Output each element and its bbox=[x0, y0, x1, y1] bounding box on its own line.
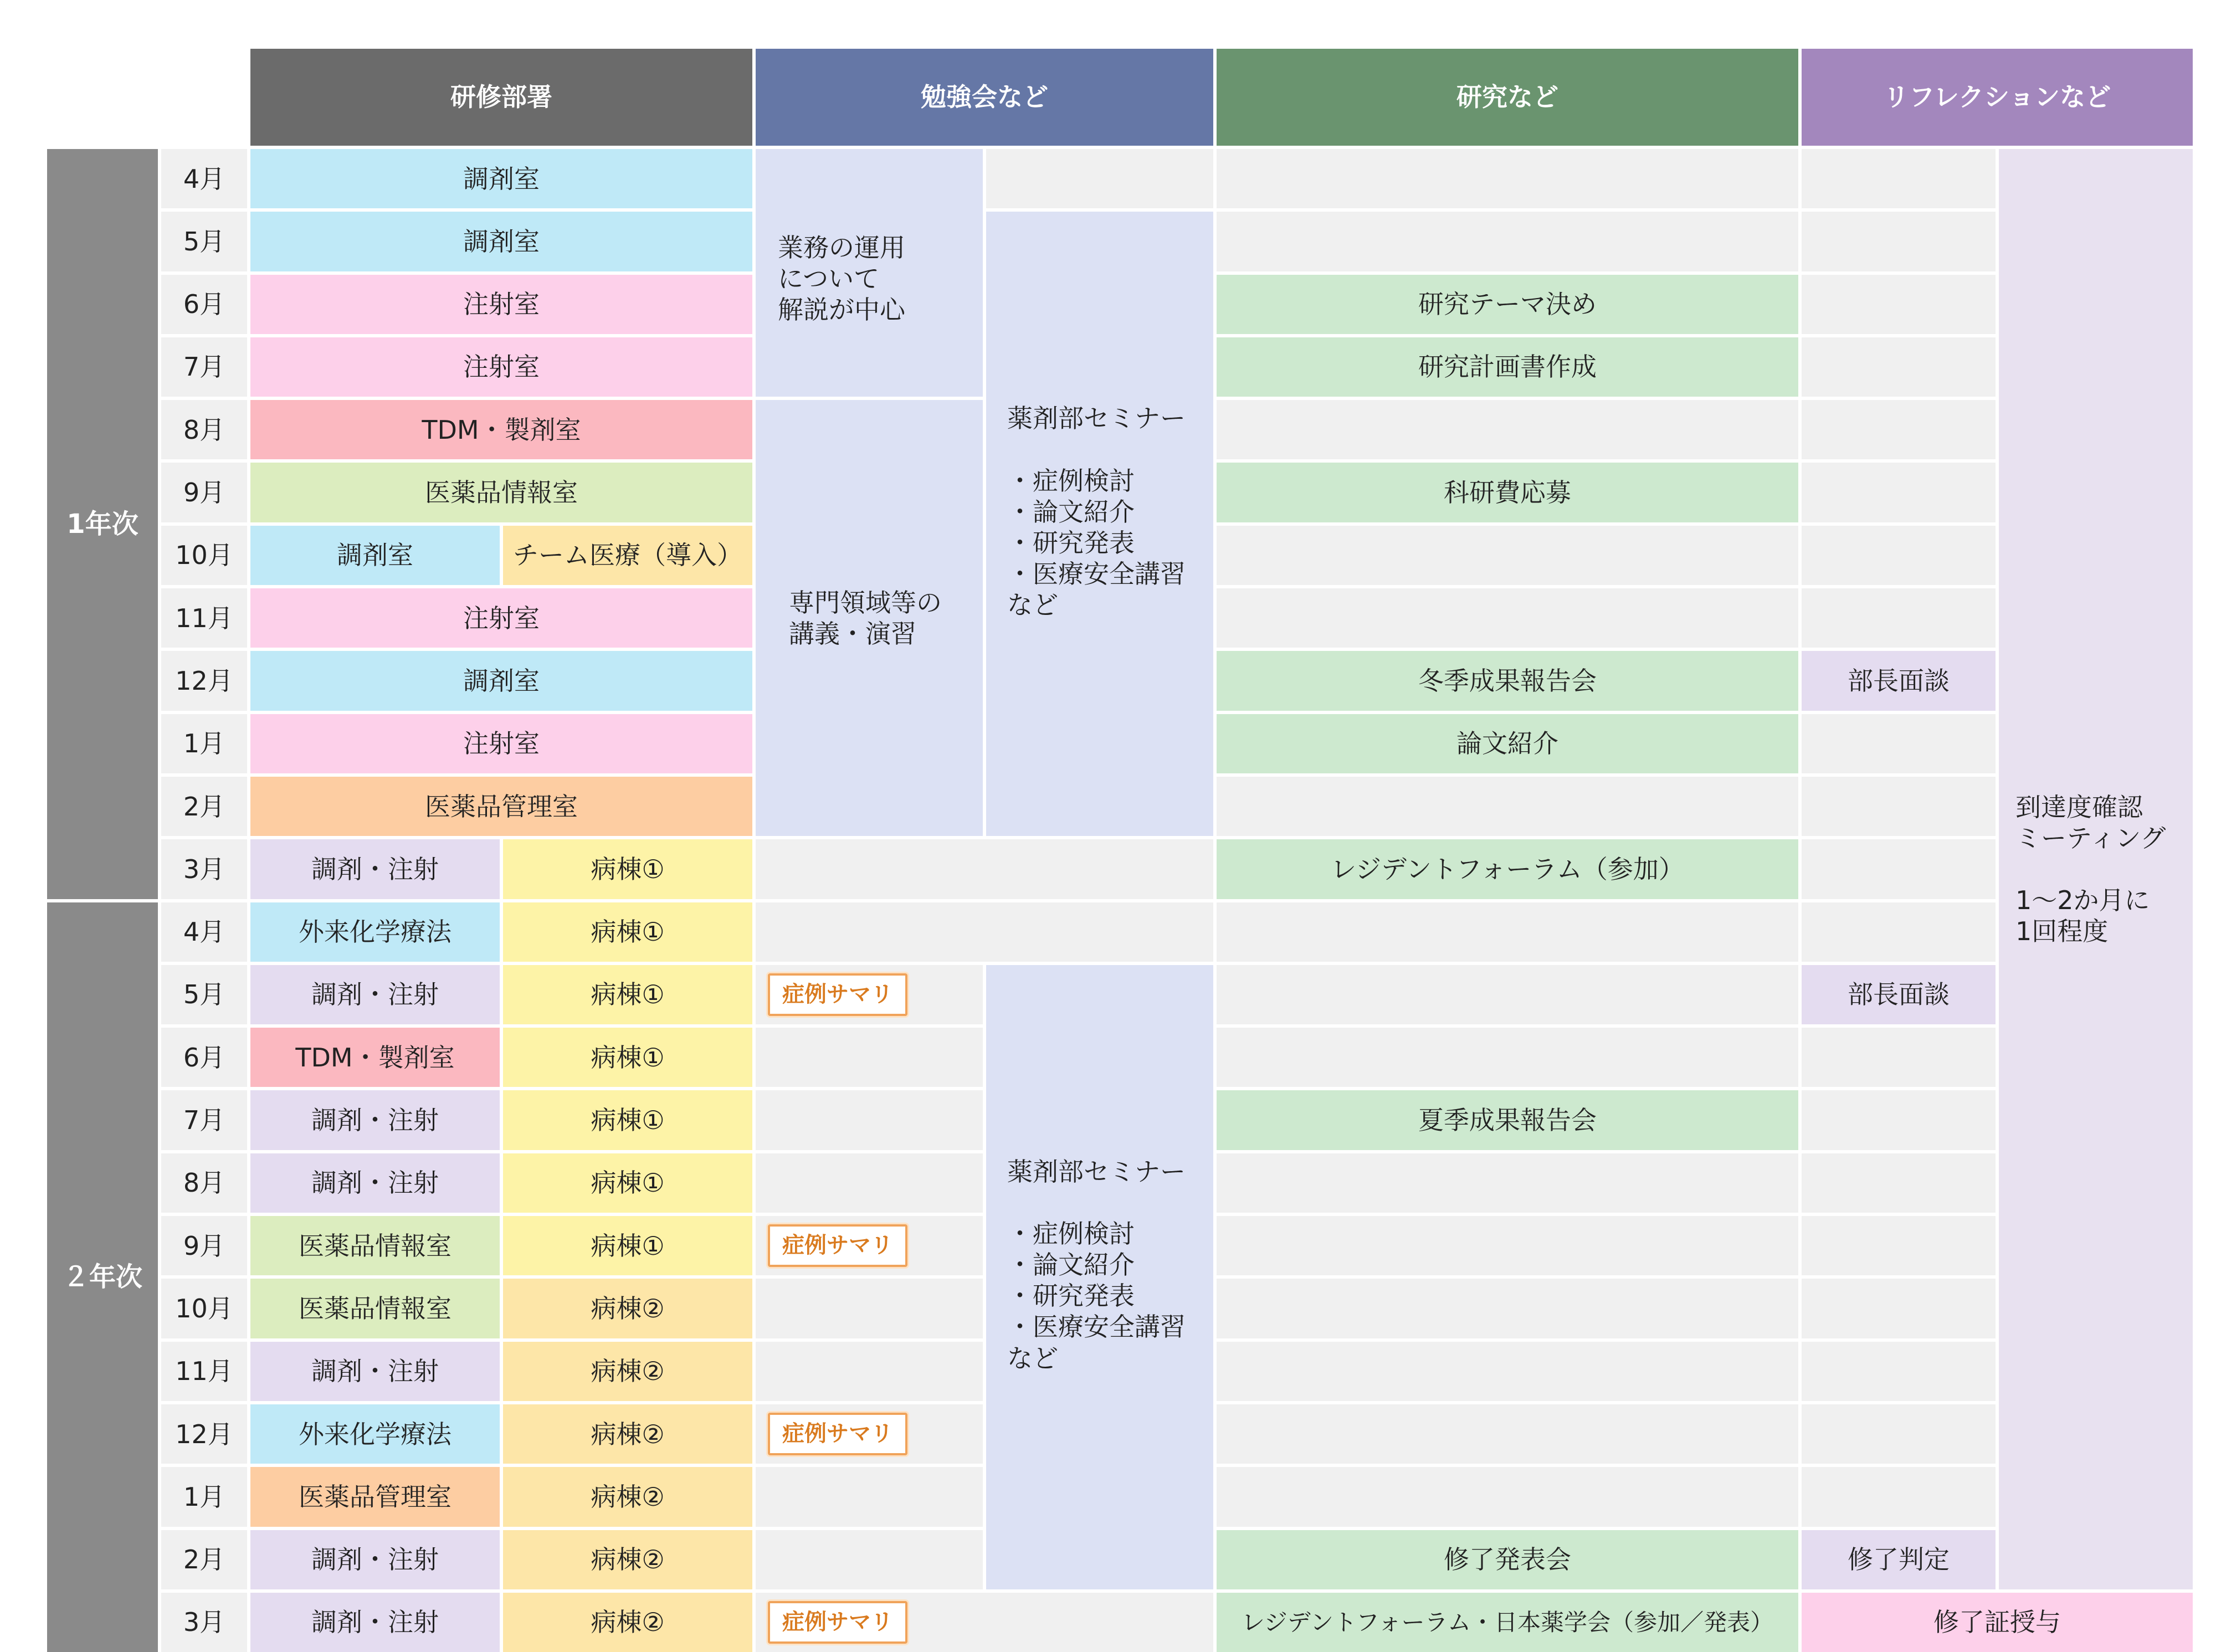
study-operations: 業務の運用 について 解説が中心 bbox=[756, 149, 983, 397]
ward-cell: 病棟① bbox=[503, 1028, 752, 1087]
ward-cell: 病棟① bbox=[503, 1216, 752, 1275]
month-label: 1月 bbox=[161, 714, 247, 773]
dept-cell: 調剤・注射 bbox=[250, 839, 500, 899]
reflection-cell: 部長面談 bbox=[1802, 965, 1996, 1024]
empty-cell bbox=[1217, 1279, 1798, 1338]
month-label: 8月 bbox=[161, 400, 247, 459]
ward-cell: 病棟② bbox=[503, 1279, 752, 1338]
research-cell: 夏季成果報告会 bbox=[1217, 1090, 1798, 1150]
empty-cell bbox=[1802, 1090, 1996, 1150]
empty-cell bbox=[1802, 1028, 1996, 1087]
empty-cell bbox=[1802, 1467, 1996, 1526]
dept-cell: 医薬品管理室 bbox=[250, 777, 752, 836]
achievement-meeting: 到達度確認 ミーティング 1〜2か月に 1回程度 bbox=[1999, 149, 2193, 1589]
research-cell: 科研費応募 bbox=[1217, 463, 1798, 522]
month-label: 7月 bbox=[161, 337, 247, 397]
month-label: 3月 bbox=[161, 839, 247, 899]
dept-cell: 調剤室 bbox=[250, 651, 752, 710]
month-label: 10月 bbox=[161, 1279, 247, 1338]
month-label: 9月 bbox=[161, 1216, 247, 1275]
dept-cell: 調剤室 bbox=[250, 212, 752, 271]
dept-cell: 調剤室 bbox=[250, 149, 752, 208]
empty-cell bbox=[1217, 149, 1798, 208]
month-label: 2月 bbox=[161, 777, 247, 836]
dept-cell: TDM・製剤室 bbox=[250, 1028, 500, 1087]
case-summary-badge: 症例サマリ bbox=[768, 1224, 907, 1267]
dept-cell: 医薬品情報室 bbox=[250, 463, 752, 522]
research-cell: 冬季成果報告会 bbox=[1217, 651, 1798, 710]
empty-cell bbox=[1802, 526, 1996, 585]
dept-cell: 調剤・注射 bbox=[250, 1090, 500, 1150]
empty-cell bbox=[1217, 1467, 1798, 1526]
dept-cell: 調剤・注射 bbox=[250, 965, 500, 1024]
dept-cell: TDM・製剤室 bbox=[250, 400, 752, 459]
reflection-cell: 部長面談 bbox=[1802, 651, 1996, 710]
research-cell: 修了発表会 bbox=[1217, 1530, 1798, 1589]
month-label: 4月 bbox=[161, 902, 247, 962]
header-research: 研究など bbox=[1217, 49, 1798, 146]
research-cell: 研究テーマ決め bbox=[1217, 275, 1798, 334]
empty-cell bbox=[756, 1090, 983, 1150]
month-label: 11月 bbox=[161, 588, 247, 648]
month-label: 7月 bbox=[161, 1090, 247, 1150]
year-1-label: 1年次 bbox=[47, 149, 158, 899]
empty-cell bbox=[756, 1342, 983, 1401]
dept-cell: 注射室 bbox=[250, 588, 752, 648]
dept-cell: 医薬品管理室 bbox=[250, 1467, 500, 1526]
empty-cell bbox=[986, 149, 1213, 208]
study-seminar-year2: 薬剤部セミナー ・症例検討 ・論文紹介 ・研究発表 ・医療安全講習 など bbox=[986, 965, 1213, 1589]
header-dept: 研修部署 bbox=[250, 49, 752, 146]
empty-cell bbox=[1217, 1028, 1798, 1087]
ward-cell: 病棟① bbox=[503, 902, 752, 962]
study-specialty: 専門領域等の 講義・演習 bbox=[756, 400, 983, 836]
empty-cell bbox=[1217, 1216, 1798, 1275]
dept-cell: 調剤・注射 bbox=[250, 1593, 500, 1652]
empty-cell bbox=[756, 1467, 983, 1526]
ward-cell: 病棟① bbox=[503, 1153, 752, 1213]
dept-cell: 注射室 bbox=[250, 337, 752, 397]
ward-cell: 病棟① bbox=[503, 839, 752, 899]
dept-cell: 外来化学療法 bbox=[250, 902, 500, 962]
empty-cell bbox=[1802, 1279, 1996, 1338]
empty-cell bbox=[1217, 965, 1798, 1024]
ward-cell: 病棟② bbox=[503, 1467, 752, 1526]
month-label: 8月 bbox=[161, 1153, 247, 1213]
empty-cell bbox=[1217, 1404, 1798, 1464]
empty-cell bbox=[1217, 400, 1798, 459]
dept-cell: 調剤・注射 bbox=[250, 1342, 500, 1401]
empty-cell bbox=[1802, 149, 1996, 208]
empty-cell bbox=[1802, 1404, 1996, 1464]
empty-cell bbox=[1217, 902, 1798, 962]
empty-cell bbox=[1802, 275, 1996, 334]
empty-cell bbox=[1802, 400, 1996, 459]
empty-cell bbox=[756, 902, 1213, 962]
case-summary-badge: 症例サマリ bbox=[768, 1601, 907, 1644]
case-summary-cell bbox=[756, 965, 983, 1024]
research-cell: レジデントフォーラム（参加） bbox=[1217, 839, 1798, 899]
dept-cell: 調剤室 bbox=[250, 526, 500, 585]
empty-cell bbox=[1802, 337, 1996, 397]
month-label: 5月 bbox=[161, 212, 247, 271]
case-summary-badge: 症例サマリ bbox=[768, 973, 907, 1016]
case-summary-cell bbox=[756, 1593, 1213, 1652]
empty-cell bbox=[1802, 212, 1996, 271]
empty-cell bbox=[756, 1530, 983, 1589]
empty-cell bbox=[756, 1028, 983, 1087]
header-study: 勉強会など bbox=[756, 49, 1213, 146]
ward-cell: 病棟① bbox=[503, 965, 752, 1024]
month-label: 12月 bbox=[161, 1404, 247, 1464]
empty-cell bbox=[1217, 777, 1798, 836]
month-label: 3月 bbox=[161, 1593, 247, 1652]
empty-cell bbox=[1802, 1153, 1996, 1213]
month-label: 10月 bbox=[161, 526, 247, 585]
month-label: 6月 bbox=[161, 275, 247, 334]
ward-cell: 病棟① bbox=[503, 1090, 752, 1150]
empty-cell bbox=[1802, 588, 1996, 648]
reflection-cell: 修了判定 bbox=[1802, 1530, 1996, 1589]
dept-cell: チーム医療（導入） bbox=[503, 526, 752, 585]
case-summary-cell bbox=[756, 1216, 983, 1275]
month-label: 6月 bbox=[161, 1028, 247, 1087]
case-summary-cell bbox=[756, 1404, 983, 1464]
research-cell: 研究計画書作成 bbox=[1217, 337, 1798, 397]
empty-cell bbox=[1217, 588, 1798, 648]
completion-certificate: 修了証授与 bbox=[1802, 1593, 2193, 1652]
empty-cell bbox=[1217, 526, 1798, 585]
empty-cell bbox=[1217, 1342, 1798, 1401]
dept-cell: 医薬品情報室 bbox=[250, 1279, 500, 1338]
empty-cell bbox=[1802, 777, 1996, 836]
empty-cell bbox=[1217, 1153, 1798, 1213]
year-2-label: ２年次 bbox=[47, 902, 158, 1652]
month-label: 11月 bbox=[161, 1342, 247, 1401]
empty-cell bbox=[756, 1153, 983, 1213]
empty-cell bbox=[1802, 839, 1996, 899]
month-label: 2月 bbox=[161, 1530, 247, 1589]
dept-cell: 医薬品情報室 bbox=[250, 1216, 500, 1275]
study-seminar-year1: 薬剤部セミナー ・症例検討 ・論文紹介 ・研究発表 ・医療安全講習 など bbox=[986, 212, 1213, 836]
month-label: 1月 bbox=[161, 1467, 247, 1526]
case-summary-badge: 症例サマリ bbox=[768, 1413, 907, 1455]
month-label: 12月 bbox=[161, 651, 247, 710]
dept-cell: 調剤・注射 bbox=[250, 1530, 500, 1589]
empty-cell bbox=[1802, 714, 1996, 773]
empty-cell bbox=[1217, 212, 1798, 271]
empty-cell bbox=[1802, 1216, 1996, 1275]
dept-cell: 調剤・注射 bbox=[250, 1153, 500, 1213]
empty-cell bbox=[1802, 463, 1996, 522]
training-schedule-table bbox=[47, 49, 2193, 1652]
research-cell: 論文紹介 bbox=[1217, 714, 1798, 773]
dept-cell: 注射室 bbox=[250, 275, 752, 334]
empty-cell bbox=[1802, 902, 1996, 962]
ward-cell: 病棟② bbox=[503, 1530, 752, 1589]
ward-cell: 病棟② bbox=[503, 1404, 752, 1464]
empty-cell bbox=[1802, 1342, 1996, 1401]
header-reflection: リフレクションなど bbox=[1802, 49, 2193, 146]
dept-cell: 注射室 bbox=[250, 714, 752, 773]
research-cell: レジデントフォーラム・日本薬学会（参加／発表） bbox=[1217, 1593, 1798, 1652]
empty-cell bbox=[756, 839, 1213, 899]
month-label: 4月 bbox=[161, 149, 247, 208]
ward-cell: 病棟② bbox=[503, 1342, 752, 1401]
month-label: 5月 bbox=[161, 965, 247, 1024]
empty-cell bbox=[756, 1279, 983, 1338]
month-label: 9月 bbox=[161, 463, 247, 522]
ward-cell: 病棟② bbox=[503, 1593, 752, 1652]
dept-cell: 外来化学療法 bbox=[250, 1404, 500, 1464]
